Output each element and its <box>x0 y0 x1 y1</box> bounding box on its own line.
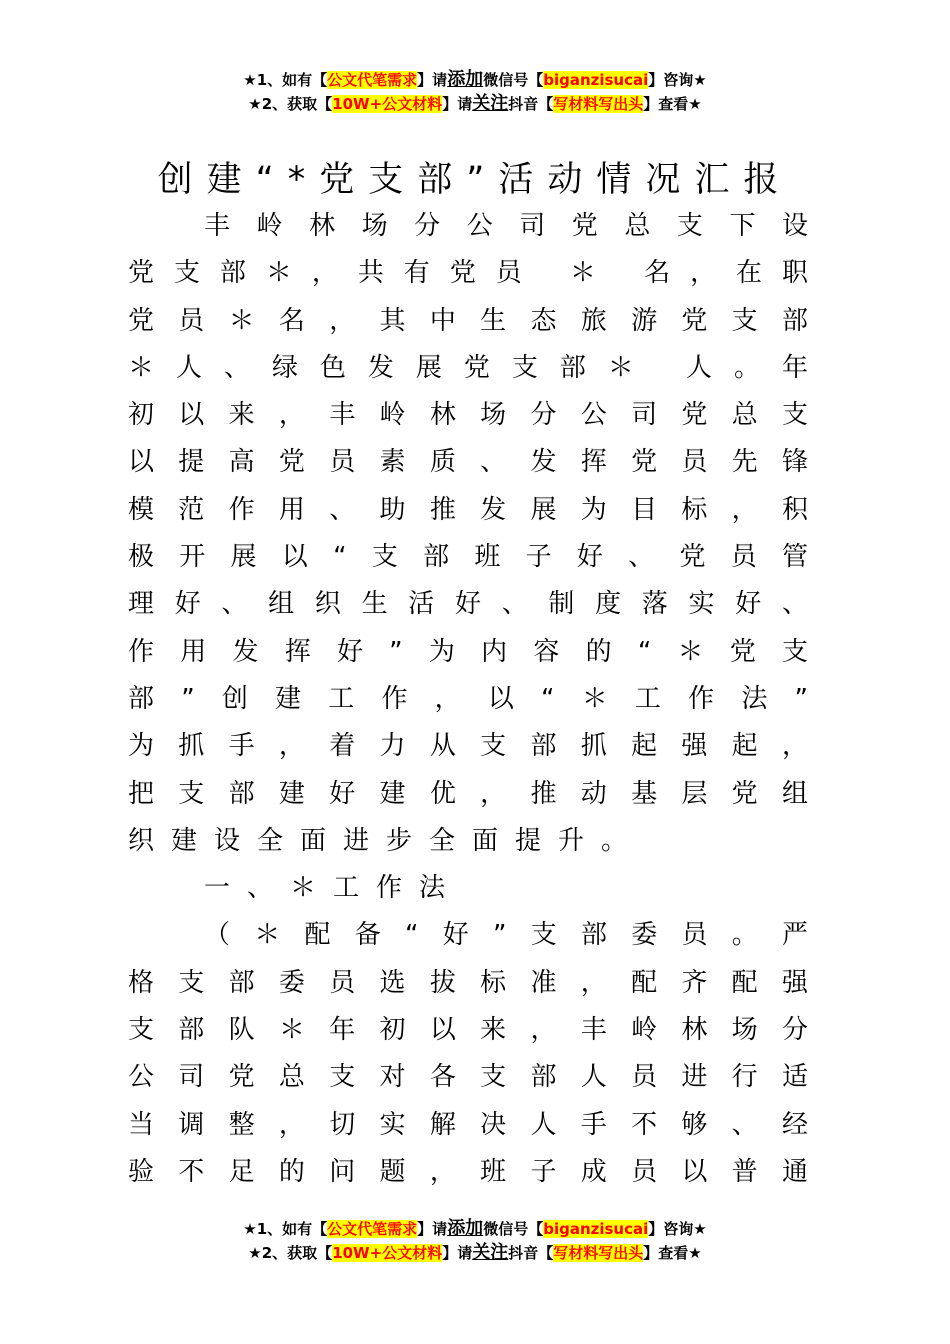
body-line: 党支部＊，共有党员 ＊ 名，在职 <box>128 258 808 289</box>
promo-text: ★1、如有【 <box>243 1220 328 1238</box>
body-line: 当调整，切实解决人手不够、经 <box>128 1109 808 1140</box>
promo-highlight: 公文代笔需求 <box>327 71 418 89</box>
promo-text: 】请 <box>442 1244 473 1262</box>
promo-text: ★1、如有【 <box>243 71 328 89</box>
promo-text: 】请 <box>417 1220 448 1238</box>
body-line: 部”创建工作，以“＊工作法” <box>128 683 808 714</box>
body-line: 以提高党员素质、发挥党员先锋 <box>128 447 808 478</box>
promo-emphasis: 添加 <box>447 1218 484 1239</box>
promo-text: ★2、获取【 <box>248 1244 333 1262</box>
promo-highlight: 10W+公文材料 <box>332 95 443 113</box>
promo-highlight: 写材料写出头 <box>553 95 644 113</box>
promo-emphasis: 关注 <box>472 93 509 114</box>
promo-line-2 <box>0 1241 950 1265</box>
promo-highlight: biganzisucai <box>543 1220 649 1238</box>
body-line: 公司党总支对各支部人员进行适 <box>128 1062 808 1093</box>
body-line: 验不足的问题，班子成员以普通 <box>128 1156 808 1187</box>
body-line: 模范作用、助推发展为目标，积 <box>128 494 808 525</box>
promo-line-2 <box>0 92 950 116</box>
body-line: 初以来，丰岭林场分公司党总支 <box>128 400 808 431</box>
body-line: 支部队＊年初以来，丰岭林场分 <box>128 1015 808 1046</box>
body-line: 党员＊名，其中生态旅游党支部 <box>128 305 808 336</box>
body-line: 织建设全面进步全面提升。 <box>128 825 645 856</box>
body-line: 为抓手，着力从支部抓起强起， <box>128 731 808 762</box>
promo-highlight: 公文代笔需求 <box>327 1220 418 1238</box>
promo-highlight: biganzisucai <box>543 71 649 89</box>
document-title: 创建“*党支部”活动情况汇报 <box>157 160 793 200</box>
promo-text: 抖音【 <box>508 95 554 113</box>
promo-text: 】请 <box>417 71 448 89</box>
promo-line-1 <box>0 1217 950 1241</box>
promo-highlight: 10W+公文材料 <box>332 1244 443 1262</box>
top-promo-banner <box>0 68 950 116</box>
promo-text: 】查看★ <box>643 95 702 113</box>
body-line: ＊人、绿色发展党支部＊ 人。年 <box>128 352 808 383</box>
promo-text: ★2、获取【 <box>248 95 333 113</box>
body-line: 极开展以“支部班子好、党员管 <box>128 542 808 573</box>
promo-emphasis: 关注 <box>472 1242 509 1263</box>
promo-text: 】查看★ <box>643 1244 702 1262</box>
body-line: （＊配备“好”支部委员。严 <box>204 920 808 951</box>
promo-highlight: 写材料写出头 <box>553 1244 644 1262</box>
bottom-promo-banner <box>0 1217 950 1265</box>
promo-text: 】请 <box>442 95 473 113</box>
body-line: 格支部委员选拔标准，配齐配强 <box>128 967 808 998</box>
body-line: 理好、组织生活好、制度落实好、 <box>128 589 808 620</box>
body-line: 作用发挥好”为内容的“＊党支 <box>128 636 808 667</box>
document-body <box>128 203 808 1196</box>
section-heading: 一、＊工作法 <box>204 873 463 904</box>
promo-text: 】咨询★ <box>648 71 707 89</box>
promo-line-1 <box>0 68 950 92</box>
promo-emphasis: 添加 <box>447 69 484 90</box>
body-line: 丰岭林场分公司党总支下设 <box>204 211 808 241</box>
promo-text: 微信号【 <box>483 71 544 89</box>
body-line: 把支部建好建优，推动基层党组 <box>128 778 808 809</box>
promo-text: 抖音【 <box>508 1244 554 1262</box>
promo-text: 】咨询★ <box>648 1220 707 1238</box>
promo-text: 微信号【 <box>483 1220 544 1238</box>
